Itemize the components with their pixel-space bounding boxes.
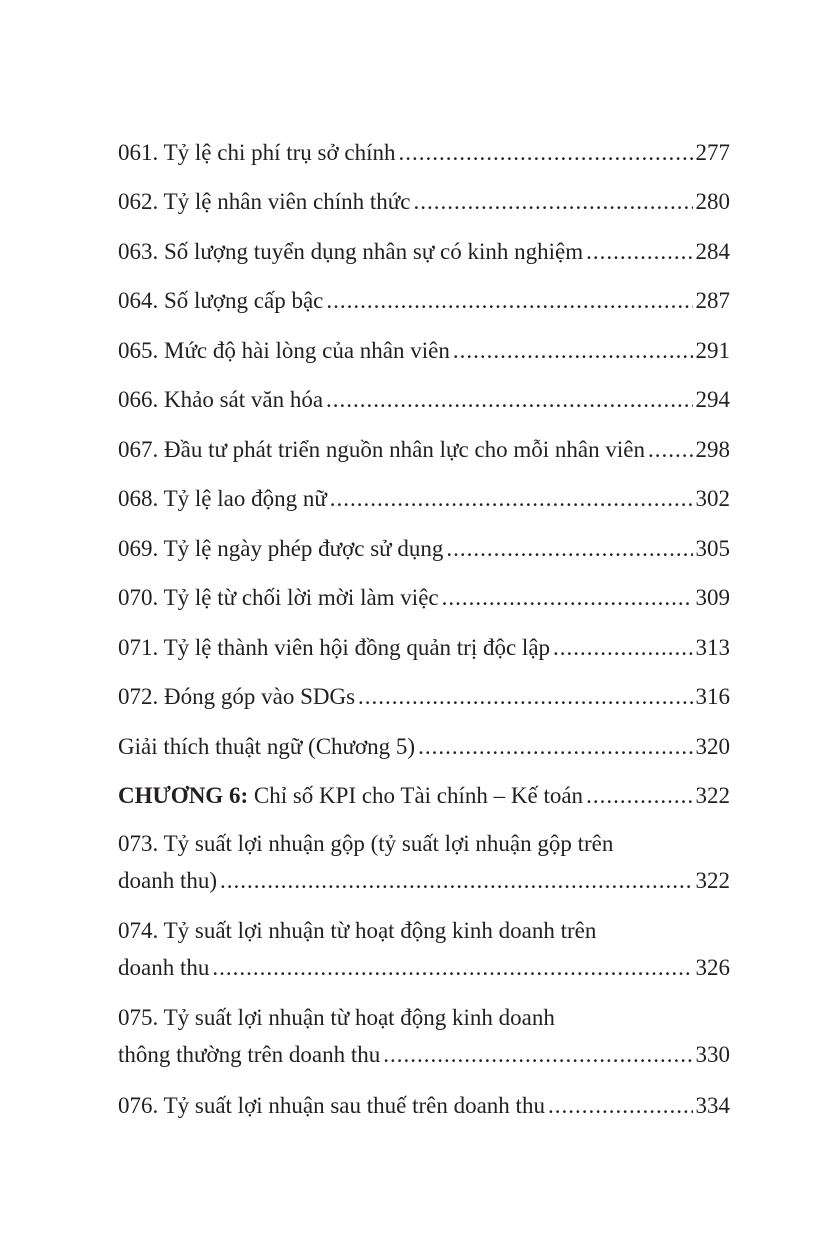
toc-entry-glossary[interactable] — [118, 734, 730, 760]
dot-leader — [442, 585, 693, 611]
toc-entry-072[interactable] — [118, 684, 730, 710]
entry-page: 298 — [695, 437, 730, 462]
entry-page: 322 — [695, 868, 730, 893]
toc-entry-066[interactable] — [118, 387, 730, 413]
toc-entry-076[interactable] — [118, 1093, 730, 1119]
dot-leader — [220, 868, 692, 894]
dot-leader — [398, 140, 692, 166]
toc-entry-071[interactable] — [118, 635, 730, 661]
toc-entry-074[interactable] — [118, 918, 730, 981]
entry-page: 316 — [695, 684, 730, 709]
entry-page: 330 — [695, 1042, 730, 1067]
entry-title: 066. Khảo sát văn hóa — [118, 387, 324, 412]
dot-leader — [553, 635, 692, 661]
dot-leader — [446, 536, 692, 562]
entry-page: 313 — [695, 635, 730, 660]
dot-leader — [413, 189, 692, 215]
entry-page: 277 — [695, 140, 730, 165]
dot-leader — [548, 1093, 693, 1119]
entry-page: 287 — [695, 288, 730, 313]
toc-entry-070[interactable] — [118, 585, 730, 611]
entry-title: 063. Số lượng tuyển dụng nhân sự có kinh nghiệm — [118, 239, 584, 264]
dot-leader — [212, 955, 692, 981]
entry-page: 302 — [695, 486, 730, 511]
entry-title: 061. Tỷ lệ chi phí trụ sở chính — [118, 140, 396, 165]
toc-entry-067[interactable] — [118, 437, 730, 463]
dot-leader — [358, 684, 692, 710]
entry-title: 071. Tỷ lệ thành viên hội đồng quản trị độc lập — [118, 635, 551, 660]
entry-title: 076. Tỷ suất lợi nhuận sau thuế trên doanh thu — [118, 1093, 545, 1118]
dot-leader — [326, 288, 692, 314]
dot-leader — [418, 734, 692, 760]
dot-leader — [648, 437, 693, 463]
dot-leader — [453, 338, 693, 364]
entry-page: 309 — [695, 585, 730, 610]
toc-entry-062[interactable] — [118, 189, 730, 215]
entry-title-line1: 075. Tỷ suất lợi nhuận từ hoạt động kinh doanh — [118, 1005, 555, 1030]
entry-title-line2: doanh thu — [118, 955, 210, 980]
entry-page: 326 — [695, 955, 730, 980]
entry-title: 072. Đóng góp vào SDGs — [118, 684, 356, 709]
entry-title-line1: 073. Tỷ suất lợi nhuận gộp (tỷ suất lợi nhuận gộp trên — [118, 831, 614, 856]
entry-title: 067. Đầu tư phát triển nguồn nhân lực cho mỗi nhân viên — [118, 437, 645, 462]
entry-title: 070. Tỷ lệ từ chối lời mời làm việc — [118, 585, 439, 610]
entry-title: 062. Tỷ lệ nhân viên chính thức — [118, 189, 411, 214]
chapter-name: Chỉ số KPI cho Tài chính – Kế toán — [248, 783, 584, 808]
toc-entry-065[interactable] — [118, 338, 730, 364]
toc-entry-068[interactable] — [118, 486, 730, 512]
toc-entry-069[interactable] — [118, 536, 730, 562]
entry-title-line1: 074. Tỷ suất lợi nhuận từ hoạt động kinh doanh trên — [118, 918, 597, 943]
entry-title-line2: thông thường trên doanh thu — [118, 1042, 381, 1067]
chapter-label: CHƯƠNG 6: — [118, 783, 249, 808]
entry-page: 305 — [695, 536, 730, 561]
dot-leader — [586, 239, 692, 265]
chapter-title — [118, 783, 583, 809]
entry-page: 291 — [695, 338, 730, 363]
toc-entry-061[interactable] — [118, 140, 730, 166]
entry-title: 064. Số lượng cấp bậc — [118, 288, 324, 313]
entry-page: 284 — [695, 239, 730, 264]
dot-leader — [330, 486, 693, 512]
entry-title: 065. Mức độ hài lòng của nhân viên — [118, 338, 450, 363]
toc-entry-073[interactable] — [118, 831, 730, 894]
entry-title: 069. Tỷ lệ ngày phép được sử dụng — [118, 536, 444, 561]
entry-title: Giải thích thuật ngữ (Chương 5) — [118, 734, 416, 759]
entry-page: 294 — [695, 387, 730, 412]
toc-chapter-heading[interactable] — [118, 783, 730, 809]
entry-page: 334 — [695, 1093, 730, 1118]
entry-title-line2: doanh thu) — [118, 868, 218, 893]
toc-entry-064[interactable] — [118, 288, 730, 314]
toc-entry-075[interactable] — [118, 1005, 730, 1068]
entry-page: 280 — [695, 189, 730, 214]
chapter-page: 322 — [695, 783, 730, 808]
entry-page: 320 — [695, 734, 730, 759]
entry-title: 068. Tỷ lệ lao động nữ — [118, 486, 327, 511]
dot-leader — [586, 783, 692, 809]
toc-entry-063[interactable] — [118, 239, 730, 265]
dot-leader — [326, 387, 692, 413]
dot-leader — [383, 1042, 692, 1068]
